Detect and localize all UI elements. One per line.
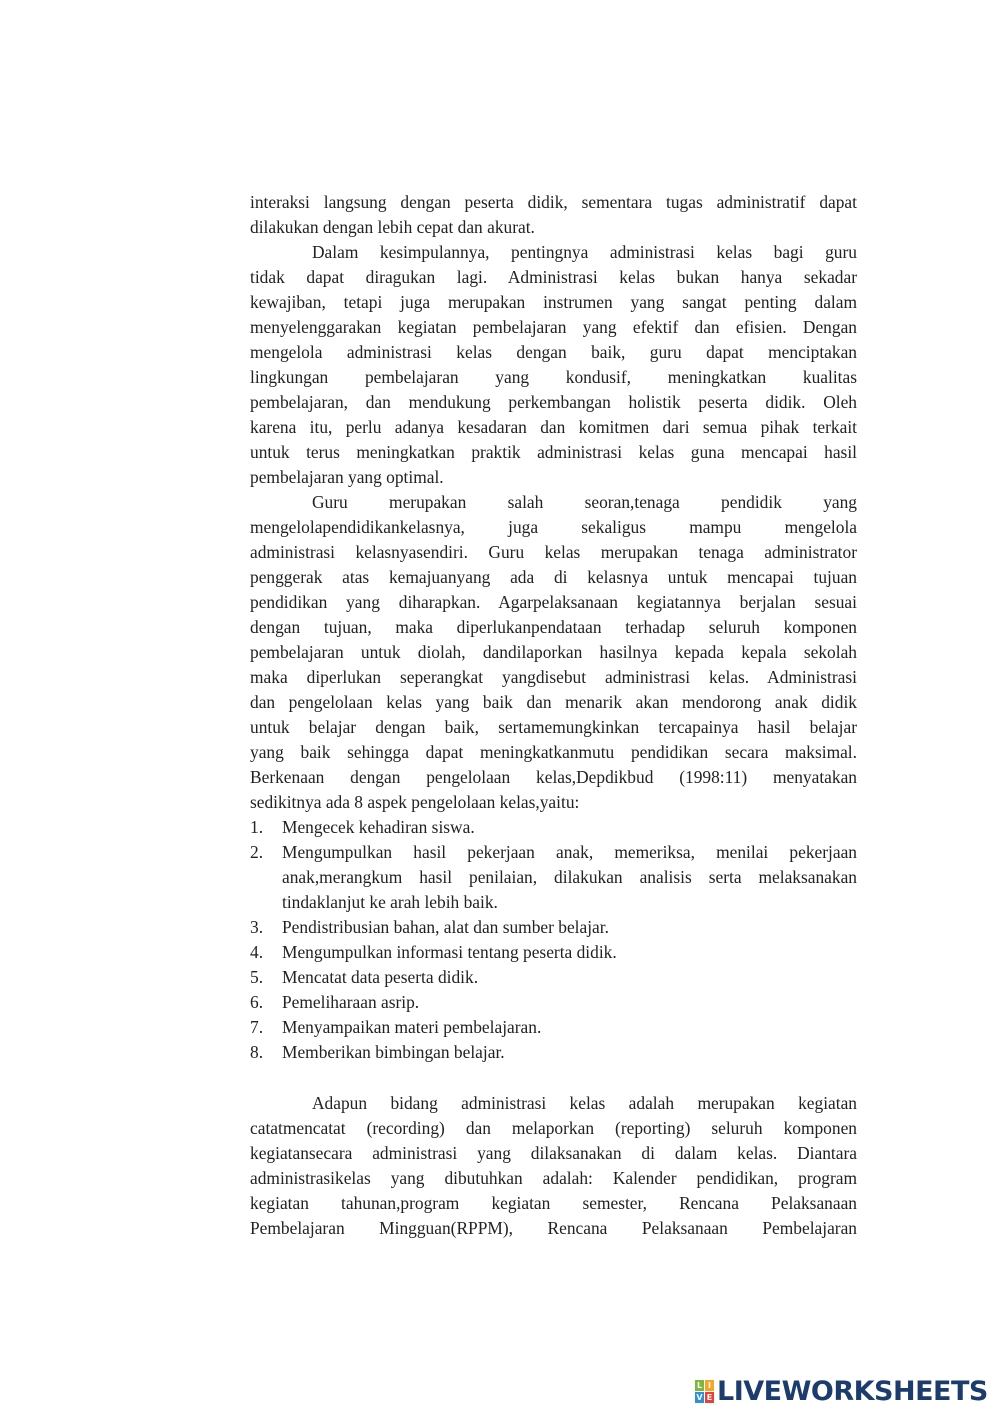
text-line: dilakukan dengan lebih cepat dan akurat. — [250, 217, 535, 237]
live-squares-icon — [695, 1380, 714, 1403]
list-item-text: Pemeliharaan asrip. — [282, 992, 420, 1012]
list-number: 2. — [250, 842, 264, 862]
text-line: mengelola administrasi kelas dengan baik, guru dapat menciptakan — [250, 342, 857, 362]
aspect-list — [250, 815, 857, 1065]
list-number: 1. — [250, 817, 264, 837]
paragraph — [250, 240, 857, 490]
text-line: pembelajaran yang optimal. — [250, 467, 444, 487]
spacer — [250, 1065, 857, 1091]
liveworksheets-logo — [695, 1376, 988, 1407]
text-line: catatmencatat (recording) dan melaporkan (reporting) seluruh komponen — [250, 1118, 857, 1138]
list-item-line — [250, 840, 857, 865]
text-line: pendidikan yang diharapkan. Agarpelaksanaan kegiatannya berjalan sesuai — [250, 592, 857, 612]
text-line: Guru merupakan salah seoran,tenaga pendidik yang — [312, 492, 857, 512]
list-item-text: Pendistribusian bahan, alat dan sumber belajar. — [282, 917, 609, 937]
text-line: Berkenaan dengan pengelolaan kelas,Depdikbud (1998:11) menyatakan — [250, 767, 857, 787]
list-item-line — [250, 815, 857, 840]
list-item-line: anak,merangkum hasil penilaian, dilakukan analisis serta melaksanakan — [282, 867, 857, 887]
logo-letter-square: L — [696, 1381, 703, 1390]
list-item-line: tindaklanjut ke arah lebih baik. — [282, 892, 498, 912]
text-line: dengan tujuan, maka diperlukanpendataan terhadap seluruh komponen — [250, 617, 857, 637]
list-item-text: Mengecek kehadiran siswa. — [282, 817, 475, 837]
list-number: 4. — [250, 942, 264, 962]
list-item-line — [250, 915, 857, 940]
text-line: dan pengelolaan kelas yang baik dan menarik akan mendorong anak didik — [250, 692, 857, 712]
text-line: untuk belajar dengan baik, sertamemungkinkan tercapainya hasil belajar — [250, 717, 857, 737]
list-number: 8. — [250, 1042, 264, 1062]
list-item-line — [250, 940, 857, 965]
list-item-text: Mengumpulkan hasil pekerjaan anak, memeriksa, menilai pekerjaan — [282, 842, 857, 862]
text-line: pembelajaran, dan mendukung perkembangan holistik peserta didik. Oleh — [250, 392, 857, 412]
text-line: mengelolapendidikankelasnya, juga sekaligus mampu mengelola — [250, 517, 857, 537]
list-item-line — [250, 965, 857, 990]
text-line: yang baik sehingga dapat meningkatkanmutu pendidikan secara maksimal. — [250, 742, 857, 762]
text-line: kewajiban, tetapi juga merupakan instrumen yang sangat penting dalam — [250, 292, 857, 312]
text-line: penggerak atas kemajuanyang ada di kelasnya untuk mencapai tujuan — [250, 567, 857, 587]
text-line: menyelenggarakan kegiatan pembelajaran yang efektif dan efisien. Dengan — [250, 317, 857, 337]
list-number: 7. — [250, 1017, 264, 1037]
logo-letter-square: V — [696, 1393, 703, 1402]
list-item-line — [250, 1015, 857, 1040]
list-number: 5. — [250, 967, 264, 987]
text-line: Dalam kesimpulannya, pentingnya administrasi kelas bagi guru — [312, 242, 857, 262]
list-number: 6. — [250, 992, 264, 1012]
logo-letter-square: E — [706, 1393, 713, 1402]
document-body — [250, 190, 857, 1241]
logo-text: LIVEWORKSHEETS — [717, 1376, 988, 1407]
text-line: Pembelajaran Mingguan(RPPM), Rencana Pelaksanaan Pembelajaran — [250, 1218, 857, 1238]
text-line: untuk terus meningkatkan praktik administrasi kelas guna mencapai hasil — [250, 442, 857, 462]
text-line: sedikitnya ada 8 aspek pengelolaan kelas,yaitu: — [250, 792, 580, 812]
text-line: administrasi kelasnyasendiri. Guru kelas merupakan tenaga administrator — [250, 542, 857, 562]
text-line: lingkungan pembelajaran yang kondusif, meningkatkan kualitas — [250, 367, 857, 387]
text-line: kegiatan tahunan,program kegiatan semester, Rencana Pelaksanaan — [250, 1193, 857, 1213]
paragraph — [250, 490, 857, 815]
text-line: karena itu, perlu adanya kesadaran dan komitmen dari semua pihak terkait — [250, 417, 857, 437]
logo-letter-square: I — [705, 1380, 714, 1391]
list-item-text: Mencatat data peserta didik. — [282, 967, 479, 987]
text-line: kegiatansecara administrasi yang dilaksanakan di dalam kelas. Diantara — [250, 1143, 857, 1163]
text-line: pembelajaran untuk diolah, dandilaporkan hasilnya kepada kepala sekolah — [250, 642, 857, 662]
list-item-line — [250, 990, 857, 1015]
text-line: administrasikelas yang dibutuhkan adalah: Kalender pendidikan, program — [250, 1168, 857, 1188]
text-line: interaksi langsung dengan peserta didik, sementara tugas administratif dapat — [250, 192, 857, 212]
list-item-line — [250, 1040, 857, 1065]
paragraph — [250, 190, 857, 240]
paragraph — [250, 1091, 857, 1241]
text-line: Adapun bidang administrasi kelas adalah merupakan kegiatan — [312, 1093, 857, 1113]
text-line: maka diperlukan seperangkat yangdisebut administrasi kelas. Administrasi — [250, 667, 857, 687]
list-item-text: Mengumpulkan informasi tentang peserta didik. — [282, 942, 617, 962]
list-number: 3. — [250, 917, 264, 937]
text-line: tidak dapat diragukan lagi. Administrasi kelas bukan hanya sekadar — [250, 267, 857, 287]
list-item-text: Menyampaikan materi pembelajaran. — [282, 1017, 542, 1037]
list-item-text: Memberikan bimbingan belajar. — [282, 1042, 505, 1062]
